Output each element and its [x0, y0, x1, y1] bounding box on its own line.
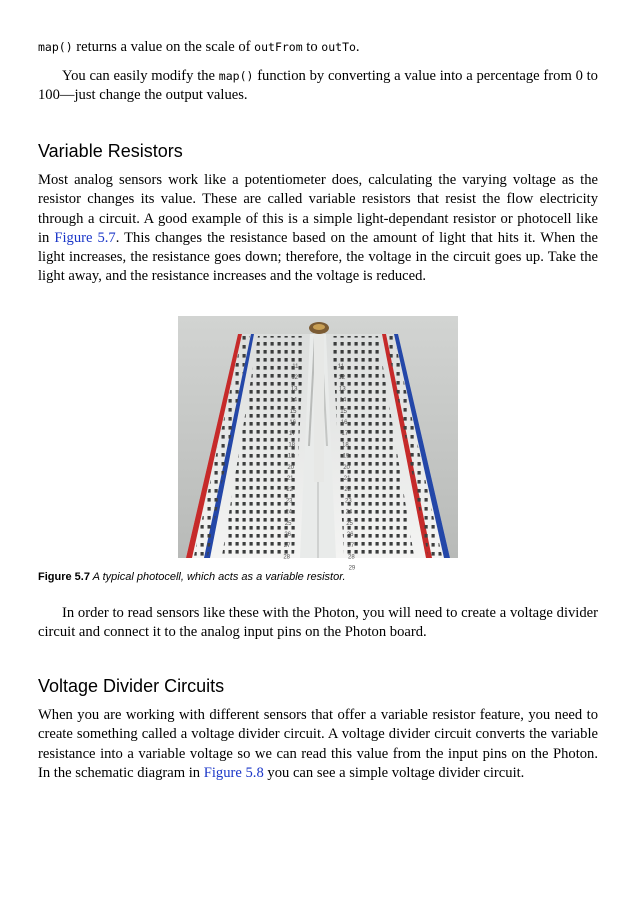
- left-row-number: 22: [286, 487, 293, 494]
- right-row-number: 25: [346, 520, 353, 527]
- figure-5-7-link[interactable]: Figure 5.7: [54, 229, 116, 246]
- left-row-number: 14: [290, 397, 297, 404]
- right-row-number: 26: [346, 532, 354, 538]
- right-row-number: 28: [348, 554, 355, 561]
- left-row-number: 27: [283, 543, 291, 550]
- caption-text: A typical photocell, which acts as a variable resistor.: [89, 571, 346, 583]
- paragraph-sensors-photon: In order to read sensors like these with the Photon, you will need to create a voltage divider circuit and connect it to the analog input pins on the Photon board.: [38, 605, 598, 641]
- photocell-breadboard-photo: [178, 316, 458, 572]
- paragraph-analog-sensors: Most analog sensors work like a potentiometer does, calculating the varying voltage as the resistor changes its value. These are called variable resistors that resist the flow electricity through a circuit. A good example of this is a simple light-dependant resistor or photocell like in Figure 5.7. This changes the resistance based on the amount of light that hits it. When the light increases, the resistance goes down; therefore, the voltage in the circuit goes up. Take the light away, and the resistance increases and the voltage is reduced.: [38, 172, 598, 285]
- left-row-number: 25: [284, 520, 292, 527]
- left-row-number: 15: [289, 408, 297, 415]
- photocell-sensor-window: [313, 324, 325, 330]
- left-row-number: 21: [286, 476, 294, 482]
- left-row-number: 20: [287, 464, 294, 471]
- left-row-number: 18: [288, 442, 295, 449]
- left-row-number: 13: [290, 386, 298, 393]
- code-outfrom: outFrom: [254, 40, 303, 54]
- right-row-number: 20: [343, 464, 350, 471]
- code-outto: outTo: [321, 40, 356, 54]
- right-row-number: 18: [342, 442, 349, 449]
- heading-variable-resistors: Variable Resistors: [38, 141, 183, 161]
- left-row-number: 24: [285, 509, 292, 516]
- code-map-2: map(): [218, 69, 254, 83]
- right-row-number: 22: [344, 487, 352, 494]
- right-row-number: 23: [345, 498, 352, 505]
- right-row-number: 13: [339, 386, 346, 393]
- paragraph-map-return: map() returns a value on the scale of outFrom to outTo.: [38, 39, 360, 55]
- right-row-number: 12: [338, 375, 346, 382]
- figure-caption: [38, 571, 346, 583]
- right-row-number: 16: [340, 420, 348, 426]
- left-row-number: 16: [289, 420, 296, 426]
- right-row-number: 19: [342, 453, 350, 460]
- right-row-number: 15: [340, 408, 347, 415]
- code-map: map(): [38, 40, 73, 54]
- photocell-post: [314, 332, 324, 482]
- left-row-number: 12: [291, 375, 298, 382]
- paragraph-voltage-divider: When you are working with different sensors that offer a variable resistor feature, you need to create something called a voltage divider circuit. A voltage divider circuit converts the variable resistance into a variable voltage so we can read this value from the input pins on the Photon. In the schematic diagram in Figure 5.8 you can see a simple voltage divider circuit.: [38, 707, 598, 781]
- paragraph-modify-map: You can easily modify the map() function by converting a value into a percentage from 0 to 100—just change the output values.: [38, 68, 598, 104]
- left-row-number: 23: [285, 498, 293, 505]
- left-row-number: 28: [283, 554, 290, 561]
- right-row-number: 29: [348, 565, 356, 572]
- right-row-number: 17: [341, 431, 349, 438]
- caption-label: Figure 5.7: [38, 571, 90, 583]
- right-row-number: 21: [343, 476, 351, 482]
- left-row-number: 11: [292, 364, 299, 370]
- left-row-number: 19: [287, 453, 295, 460]
- heading-voltage-divider: Voltage Divider Circuits: [38, 676, 225, 696]
- right-row-number: 11: [337, 364, 345, 370]
- right-row-number: 14: [339, 397, 347, 404]
- figure-5-8-link[interactable]: Figure 5.8: [203, 764, 264, 781]
- left-row-number: 17: [288, 431, 296, 438]
- left-row-number: 26: [284, 532, 291, 538]
- right-row-number: 27: [347, 543, 355, 550]
- right-row-number: 24: [345, 509, 353, 516]
- breadboard-illustration: [178, 316, 458, 572]
